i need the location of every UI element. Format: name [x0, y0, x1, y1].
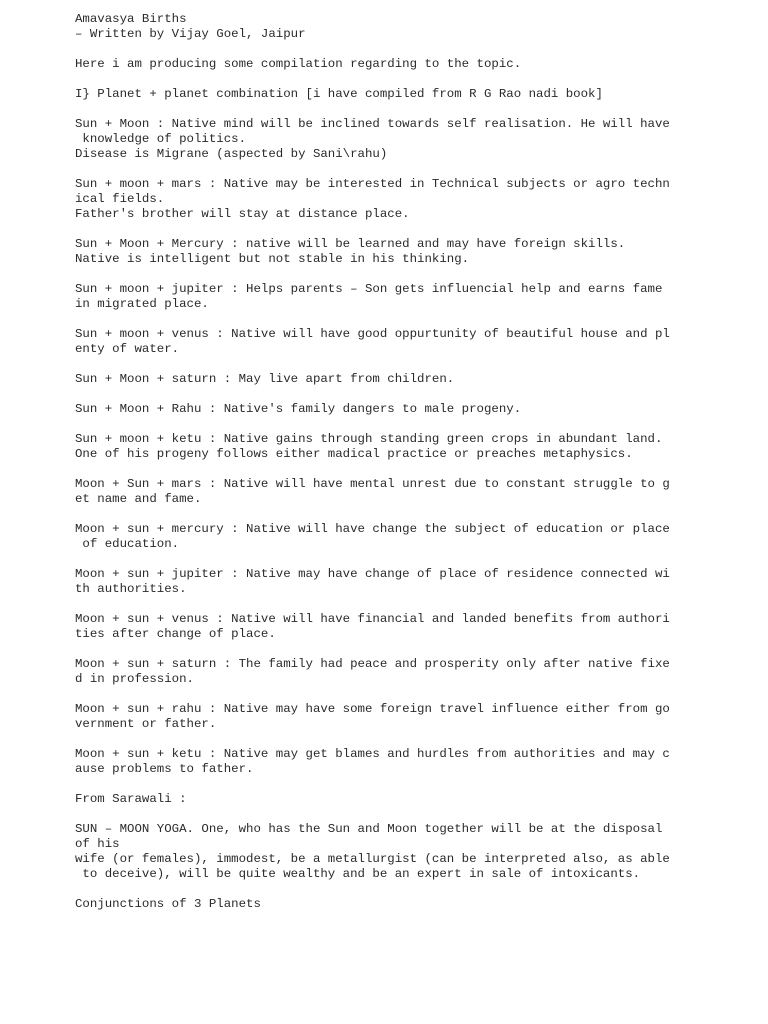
entry-moon-sun-ketu [75, 747, 695, 777]
intro-paragraph [75, 57, 695, 72]
entry-sun-moon-mercury [75, 237, 695, 267]
entry-line: ause problems to father. [75, 762, 254, 776]
entry-line: Sun + moon + ketu : Native gains through standing green crops in abundant land. [75, 432, 663, 446]
entry-line: enty of water. [75, 342, 180, 356]
entry-line: of education. [75, 537, 180, 551]
entry-line: Sun + moon + jupiter : Helps parents – Son gets influencial help and earns fame [75, 282, 663, 296]
entry-moon-sun-venus [75, 612, 695, 642]
entry-line: in migrated place. [75, 297, 209, 311]
section-heading-block [75, 87, 695, 102]
entry-line: th authorities. [75, 582, 187, 596]
entry-line: Moon + sun + mercury : Native will have change the subject of education or place [75, 522, 670, 536]
entry-sun-moon-rahu [75, 402, 695, 417]
document-title: Amavasya Births [75, 12, 187, 26]
entry-line: Sun + Moon + saturn : May live apart from children. [75, 372, 455, 386]
document-author: – Written by Vijay Goel, Jaipur [75, 27, 306, 41]
sarawali-line: SUN – MOON YOGA. One, who has the Sun and Moon together will be at the disposal [75, 822, 663, 836]
entry-sun-moon-ketu [75, 432, 695, 462]
entry-moon-sun-mercury [75, 522, 695, 552]
entry-line: Moon + sun + saturn : The family had peace and prosperity only after native fixe [75, 657, 670, 671]
entry-sun-moon-jupiter [75, 282, 695, 312]
entry-moon-sun-mars [75, 477, 695, 507]
entry-line: Sun + Moon : Native mind will be inclined towards self realisation. He will have [75, 117, 670, 131]
entry-line: Disease is Migrane (aspected by Sani\rahu) [75, 147, 388, 161]
entry-line: Native is intelligent but not stable in his thinking. [75, 252, 470, 266]
entry-line: ical fields. [75, 192, 165, 206]
entry-line: vernment or father. [75, 717, 217, 731]
document-page [75, 12, 695, 927]
entry-sun-moon-saturn [75, 372, 695, 387]
entry-sun-moon-venus [75, 327, 695, 357]
closing-heading-block [75, 897, 695, 912]
entry-line: Moon + sun + ketu : Native may get blames and hurdles from authorities and may c [75, 747, 670, 761]
entry-line: et name and fame. [75, 492, 202, 506]
sarawali-line: of his [75, 837, 120, 851]
entry-line: Sun + Moon + Rahu : Native's family dangers to male progeny. [75, 402, 522, 416]
entry-line: Father's brother will stay at distance place. [75, 207, 410, 221]
sarawali-heading-block [75, 792, 695, 807]
entry-moon-sun-rahu [75, 702, 695, 732]
closing-heading: Conjunctions of 3 Planets [75, 897, 261, 911]
entry-sun-moon [75, 117, 695, 162]
entry-line: knowledge of politics. [75, 132, 247, 146]
sarawali-heading: From Sarawali : [75, 792, 187, 806]
entry-sun-moon-mars [75, 177, 695, 222]
entry-line: d in profession. [75, 672, 194, 686]
entry-line: ties after change of place. [75, 627, 276, 641]
entry-moon-sun-saturn [75, 657, 695, 687]
entry-line: One of his progeny follows either madical practice or preaches metaphysics. [75, 447, 633, 461]
entry-line: Sun + Moon + Mercury : native will be learned and may have foreign skills. [75, 237, 626, 251]
entry-line: Sun + moon + mars : Native may be interested in Technical subjects or agro techn [75, 177, 670, 191]
section-heading: I} Planet + planet combination [i have compiled from R G Rao nadi book] [75, 87, 603, 101]
entry-line: Moon + Sun + mars : Native will have mental unrest due to constant struggle to g [75, 477, 670, 491]
header-block [75, 12, 695, 42]
entry-line: Moon + sun + jupiter : Native may have change of place of residence connected wi [75, 567, 670, 581]
sarawali-paragraph [75, 822, 695, 882]
entry-line: Sun + moon + venus : Native will have good oppurtunity of beautiful house and pl [75, 327, 670, 341]
entry-line: Moon + sun + venus : Native will have financial and landed benefits from authori [75, 612, 670, 626]
entry-moon-sun-jupiter [75, 567, 695, 597]
sarawali-line: wife (or females), immodest, be a metallurgist (can be interpreted also, as able [75, 852, 670, 866]
entry-line: Moon + sun + rahu : Native may have some foreign travel influence either from go [75, 702, 670, 716]
sarawali-line: to deceive), will be quite wealthy and be an expert in sale of intoxicants. [75, 867, 641, 881]
intro-text: Here i am producing some compilation regarding to the topic. [75, 57, 522, 71]
